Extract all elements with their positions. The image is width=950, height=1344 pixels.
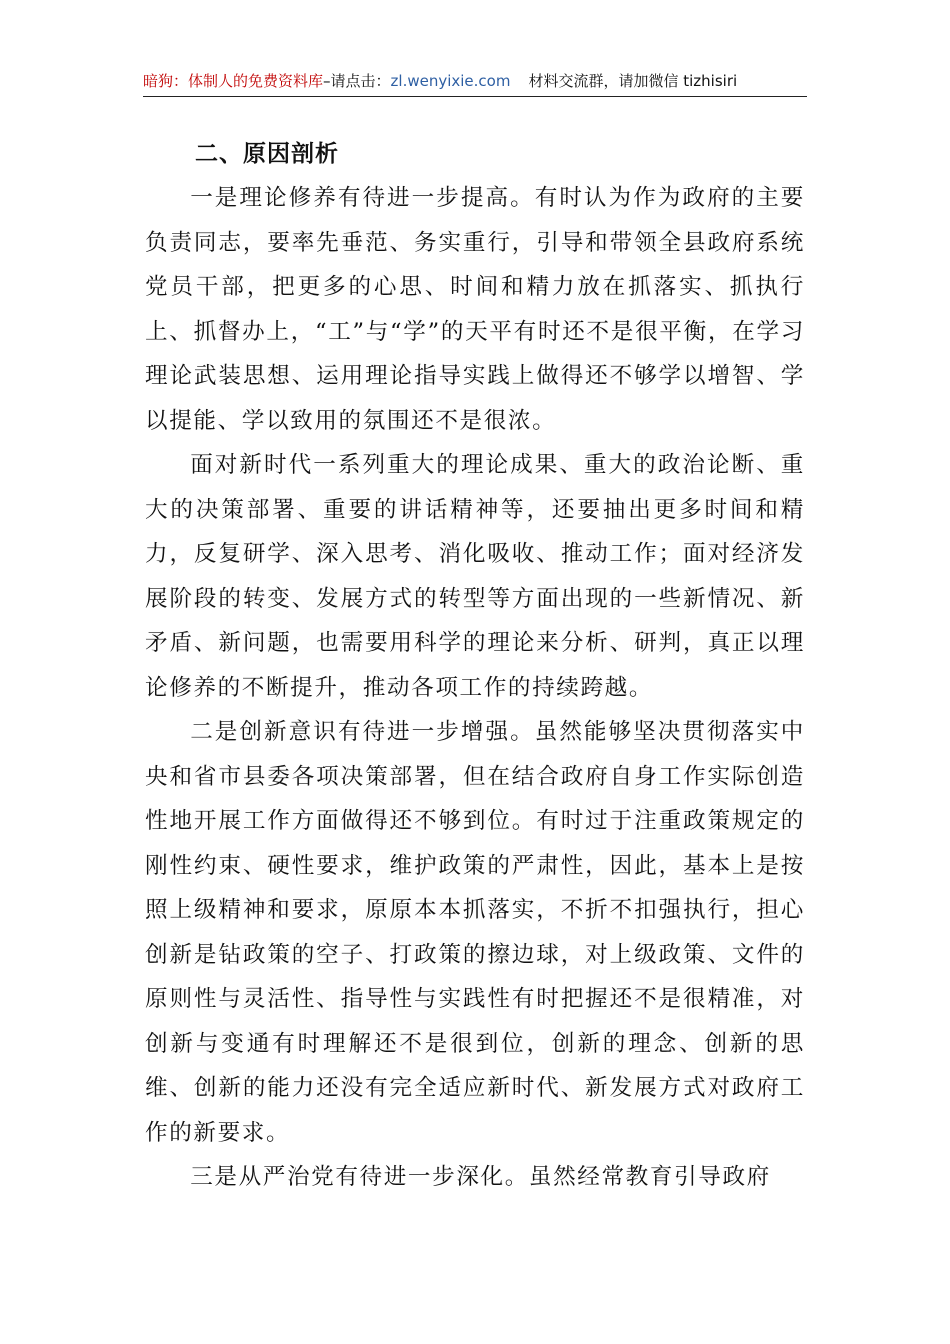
paragraph: 三是从严治党有待进一步深化。虽然经常教育引导政府	[190, 1164, 771, 1190]
header-brand: 暗狗：体制人的免费资料库	[143, 72, 324, 90]
header-link[interactable]: zl.wenyixie.com	[390, 72, 511, 90]
section-heading: 二、原因剖析	[195, 141, 339, 167]
header-link-prompt: –请点击：	[323, 72, 391, 90]
page-header	[143, 66, 807, 96]
document-body	[145, 132, 805, 1200]
paragraph: 二是创新意识有待进一步增强。虽然能够坚决贯彻落实中央和省市县委各项决策部署，但在结合政府自身工作实际创造性地开展工作方面做得还不够到位。有时过于注重政策规定的刚性约束、硬性要求，维护政策的严肃性，因此，基本上是按照上级精神和要求，原原本本抓落实，不折不扣强执行，担心创新是钻政策的空子、打政策的擦边球，对上级政策、文件的原则性与灵活性、指导性与实践性有时把握还不是很精准，对创新与变通有时理解还不是很到位，创新的理念、创新的思维、创新的能力还没有完全适应新时代、新发展方式对政府工作的新要求。	[145, 719, 805, 1146]
header-divider	[143, 96, 807, 97]
paragraph: 面对新时代一系列重大的理论成果、重大的政治论断、重大的决策部署、重要的讲话精神等，还要抽出更多时间和精力，反复研学、深入思考、消化吸收、推动工作；面对经济发展阶段的转变、发展方式的转型等方面出现的一些新情况、新矛盾、新问题，也需要用科学的理论来分析、研判，真正以理论修养的不断提升，推动各项工作的持续跨越。	[145, 452, 805, 701]
paragraph: 一是理论修养有待进一步提高。有时认为作为政府的主要负责同志，要率先垂范、务实重行，引导和带领全县政府系统党员干部，把更多的心思、时间和精力放在抓落实、抓执行上、抓督办上，“工”与“学”的天平有时还不是很平衡，在学习理论武装思想、运用理论指导实践上做得还不够学以增智、学以提能、学以致用的氛围还不是很浓。	[145, 185, 805, 434]
header-contact: 材料交流群，请加微信 tizhisiri	[528, 72, 738, 90]
